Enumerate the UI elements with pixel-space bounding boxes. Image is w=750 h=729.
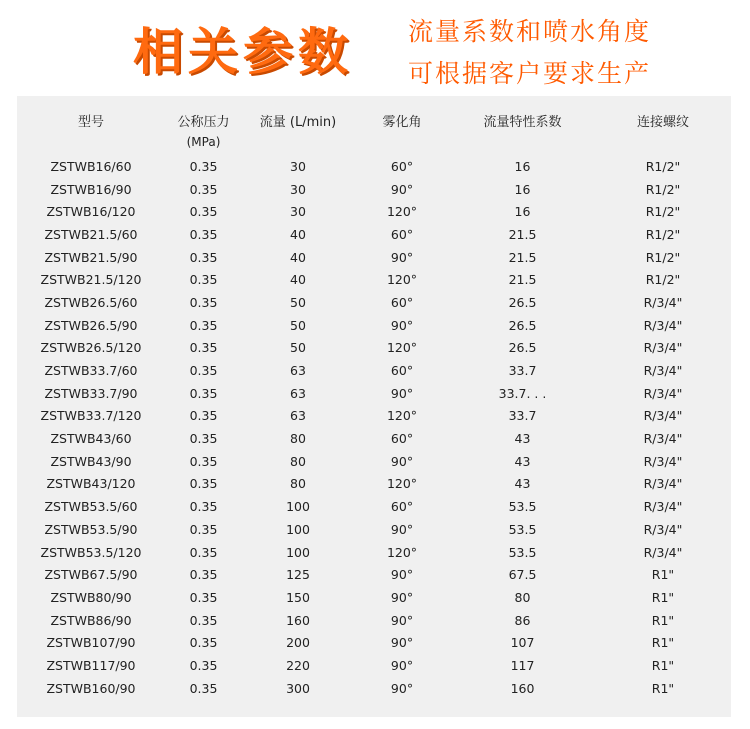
pressure-cell: 0.35: [189, 431, 218, 447]
subtitle-line-1: 流量系数和喷水角度: [408, 17, 652, 46]
coefficient-cell: 16: [514, 204, 531, 220]
flow-cell: 63: [290, 363, 306, 379]
flow-cell: 125: [286, 567, 310, 583]
model-cell: ZSTWB21.5/90: [44, 249, 138, 265]
table-row: [17, 654, 731, 677]
parameters-panel: [17, 96, 731, 717]
table-row: [17, 382, 731, 405]
angle-cell: 90°: [390, 657, 414, 673]
flow-cell: 80: [290, 431, 306, 447]
table-row: [17, 563, 731, 586]
angle-cell: 60°: [390, 431, 414, 447]
angle-cell: 120°: [386, 408, 418, 424]
model-cell: ZSTWB26.5/60: [44, 294, 138, 310]
table-row: [17, 178, 731, 201]
angle-cell: 90°: [390, 453, 414, 469]
model-cell: ZSTWB86/90: [50, 612, 132, 628]
pressure-cell: 0.35: [189, 476, 218, 492]
table-row: [17, 473, 731, 496]
flow-cell: 150: [286, 589, 310, 605]
table-row: [17, 200, 731, 223]
thread-cell: R1": [651, 680, 675, 696]
coefficient-cell: 26.5: [508, 294, 537, 310]
thread-cell: R/3/4": [643, 476, 683, 492]
thread-cell: R1/2": [645, 181, 681, 197]
model-cell: ZSTWB53.5/90: [44, 521, 138, 537]
model-cell: ZSTWB53.5/120: [40, 544, 142, 560]
table-row: [17, 337, 731, 360]
flow-cell: 80: [290, 453, 306, 469]
column-header-coefficient: 流量特性系数: [483, 115, 562, 130]
angle-cell: 90°: [390, 181, 414, 197]
column-header-model: 型号: [77, 115, 104, 130]
table-row: [17, 450, 731, 473]
model-cell: ZSTWB43/90: [50, 453, 132, 469]
flow-cell: 40: [290, 272, 306, 288]
flow-cell: 160: [286, 612, 310, 628]
angle-cell: 90°: [390, 521, 414, 537]
model-cell: ZSTWB16/60: [50, 158, 132, 174]
angle-cell: 90°: [390, 680, 414, 696]
model-cell: ZSTWB16/90: [50, 181, 132, 197]
flow-cell: 100: [286, 521, 310, 537]
table-row: [17, 495, 731, 518]
model-cell: ZSTWB107/90: [46, 635, 136, 651]
coefficient-cell: 53.5: [508, 499, 537, 515]
pressure-cell: 0.35: [189, 181, 218, 197]
table-row: [17, 291, 731, 314]
flow-cell: 50: [290, 340, 306, 356]
model-cell: ZSTWB117/90: [46, 657, 136, 673]
table-row: [17, 518, 731, 541]
model-cell: ZSTWB67.5/90: [44, 567, 138, 583]
coefficient-cell: 43: [514, 453, 531, 469]
flow-cell: 40: [290, 226, 306, 242]
thread-cell: R/3/4": [643, 431, 683, 447]
flow-cell: 63: [290, 385, 306, 401]
flow-cell: 30: [290, 181, 306, 197]
angle-cell: 60°: [390, 158, 414, 174]
coefficient-cell: 53.5: [508, 544, 537, 560]
thread-cell: R1/2": [645, 204, 681, 220]
flow-cell: 50: [290, 294, 306, 310]
column-header-flow: 流量 (L/min): [259, 115, 337, 130]
model-cell: ZSTWB33.7/120: [40, 408, 142, 424]
coefficient-cell: 43: [514, 431, 531, 447]
model-cell: ZSTWB33.7/60: [44, 363, 138, 379]
table-row: [17, 359, 731, 382]
coefficient-cell: 33.7: [508, 363, 537, 379]
model-cell: ZSTWB160/90: [46, 680, 136, 696]
thread-cell: R1/2": [645, 226, 681, 242]
column-header-angle: 雾化角: [382, 115, 422, 130]
pressure-cell: 0.35: [189, 158, 218, 174]
pressure-cell: 0.35: [189, 272, 218, 288]
model-cell: ZSTWB26.5/120: [40, 340, 142, 356]
angle-cell: 120°: [386, 272, 418, 288]
coefficient-cell: 53.5: [508, 521, 537, 537]
model-cell: ZSTWB53.5/60: [44, 499, 138, 515]
angle-cell: 90°: [390, 249, 414, 265]
model-cell: ZSTWB33.7/90: [44, 385, 138, 401]
angle-cell: 90°: [390, 317, 414, 333]
thread-cell: R/3/4": [643, 317, 683, 333]
pressure-cell: 0.35: [189, 635, 218, 651]
angle-cell: 120°: [386, 476, 418, 492]
thread-cell: R1/2": [645, 272, 681, 288]
flow-cell: 50: [290, 317, 306, 333]
pressure-cell: 0.35: [189, 657, 218, 673]
coefficient-cell: 26.5: [508, 317, 537, 333]
thread-cell: R/3/4": [643, 521, 683, 537]
table-header-row: [17, 96, 731, 155]
pressure-cell: 0.35: [189, 612, 218, 628]
model-cell: ZSTWB21.5/60: [44, 226, 138, 242]
model-cell: ZSTWB43/120: [46, 476, 136, 492]
pressure-unit: (MPa): [186, 135, 221, 149]
flow-cell: 200: [286, 635, 310, 651]
thread-cell: R/3/4": [643, 408, 683, 424]
thread-cell: R/3/4": [643, 340, 683, 356]
pressure-cell: 0.35: [189, 680, 218, 696]
table-row: [17, 405, 731, 428]
angle-cell: 60°: [390, 226, 414, 242]
angle-cell: 90°: [390, 612, 414, 628]
coefficient-cell: 21.5: [508, 272, 537, 288]
table-row: [17, 427, 731, 450]
thread-cell: R1/2": [645, 158, 681, 174]
model-cell: ZSTWB16/120: [46, 204, 136, 220]
angle-cell: 120°: [386, 340, 418, 356]
coefficient-cell: 21.5: [508, 249, 537, 265]
model-cell: ZSTWB80/90: [50, 589, 132, 605]
thread-cell: R1": [651, 635, 675, 651]
page-title: 相关参数: [133, 23, 353, 81]
pressure-cell: 0.35: [189, 589, 218, 605]
table-row: [17, 246, 731, 269]
flow-cell: 220: [286, 657, 310, 673]
coefficient-cell: 16: [514, 158, 531, 174]
angle-cell: 60°: [390, 294, 414, 310]
pressure-cell: 0.35: [189, 363, 218, 379]
flow-cell: 30: [290, 204, 306, 220]
model-cell: ZSTWB26.5/90: [44, 317, 138, 333]
coefficient-cell: 86: [514, 612, 531, 628]
pressure-cell: 0.35: [189, 567, 218, 583]
coefficient-cell: 67.5: [508, 567, 537, 583]
coefficient-cell: 117: [510, 657, 535, 673]
pressure-cell: 0.35: [189, 317, 218, 333]
pressure-cell: 0.35: [189, 204, 218, 220]
angle-cell: 120°: [386, 544, 418, 560]
angle-cell: 90°: [390, 635, 414, 651]
flow-cell: 80: [290, 476, 306, 492]
angle-cell: 90°: [390, 385, 414, 401]
coefficient-cell: 80: [514, 589, 531, 605]
thread-cell: R1/2": [645, 249, 681, 265]
model-cell: ZSTWB21.5/120: [40, 272, 142, 288]
table-row: [17, 155, 731, 178]
flow-cell: 100: [286, 499, 310, 515]
pressure-cell: 0.35: [189, 340, 218, 356]
table-row: [17, 631, 731, 654]
flow-cell: 300: [286, 680, 310, 696]
coefficient-cell: 21.5: [508, 226, 537, 242]
thread-cell: R/3/4": [643, 294, 683, 310]
pressure-cell: 0.35: [189, 453, 218, 469]
table-row: [17, 314, 731, 337]
coefficient-cell: 16: [514, 181, 531, 197]
pressure-cell: 0.35: [189, 385, 218, 401]
column-header-pressure: 公称压力 (MPa): [165, 96, 242, 155]
table-row: [17, 586, 731, 609]
header: [0, 0, 750, 96]
thread-cell: R/3/4": [643, 453, 683, 469]
pressure-cell: 0.35: [189, 226, 218, 242]
coefficient-cell: 33.7: [508, 408, 537, 424]
pressure-cell: 0.35: [189, 499, 218, 515]
flow-cell: 30: [290, 158, 306, 174]
thread-cell: R/3/4": [643, 363, 683, 379]
coefficient-cell: 43: [514, 476, 531, 492]
column-header-thread: 连接螺纹: [636, 115, 689, 130]
pressure-cell: 0.35: [189, 249, 218, 265]
thread-cell: R/3/4": [643, 544, 683, 560]
flow-cell: 100: [286, 544, 310, 560]
bottom-strip: [0, 717, 750, 729]
thread-cell: R/3/4": [643, 385, 683, 401]
angle-cell: 90°: [390, 567, 414, 583]
parameters-table: [17, 96, 731, 700]
thread-cell: R1": [651, 589, 675, 605]
angle-cell: 60°: [390, 499, 414, 515]
pressure-cell: 0.35: [189, 294, 218, 310]
model-cell: ZSTWB43/60: [50, 431, 132, 447]
table-row: [17, 223, 731, 246]
thread-cell: R1": [651, 612, 675, 628]
pressure-cell: 0.35: [189, 408, 218, 424]
thread-cell: R1": [651, 657, 675, 673]
thread-cell: R/3/4": [643, 499, 683, 515]
thread-cell: R1": [651, 567, 675, 583]
table-row: [17, 268, 731, 291]
table-row: [17, 609, 731, 632]
table-row: [17, 541, 731, 564]
flow-cell: 63: [290, 408, 306, 424]
table-row: [17, 677, 731, 700]
pressure-cell: 0.35: [189, 544, 218, 560]
coefficient-cell: 26.5: [508, 340, 537, 356]
pressure-cell: 0.35: [189, 521, 218, 537]
coefficient-cell: 160: [510, 680, 535, 696]
angle-cell: 120°: [386, 204, 418, 220]
subtitle-line-2: 可根据客户要求生产: [408, 59, 652, 88]
flow-cell: 40: [290, 249, 306, 265]
angle-cell: 90°: [390, 589, 414, 605]
coefficient-cell: 33.7. . .: [498, 385, 547, 401]
coefficient-cell: 107: [510, 635, 535, 651]
angle-cell: 60°: [390, 363, 414, 379]
